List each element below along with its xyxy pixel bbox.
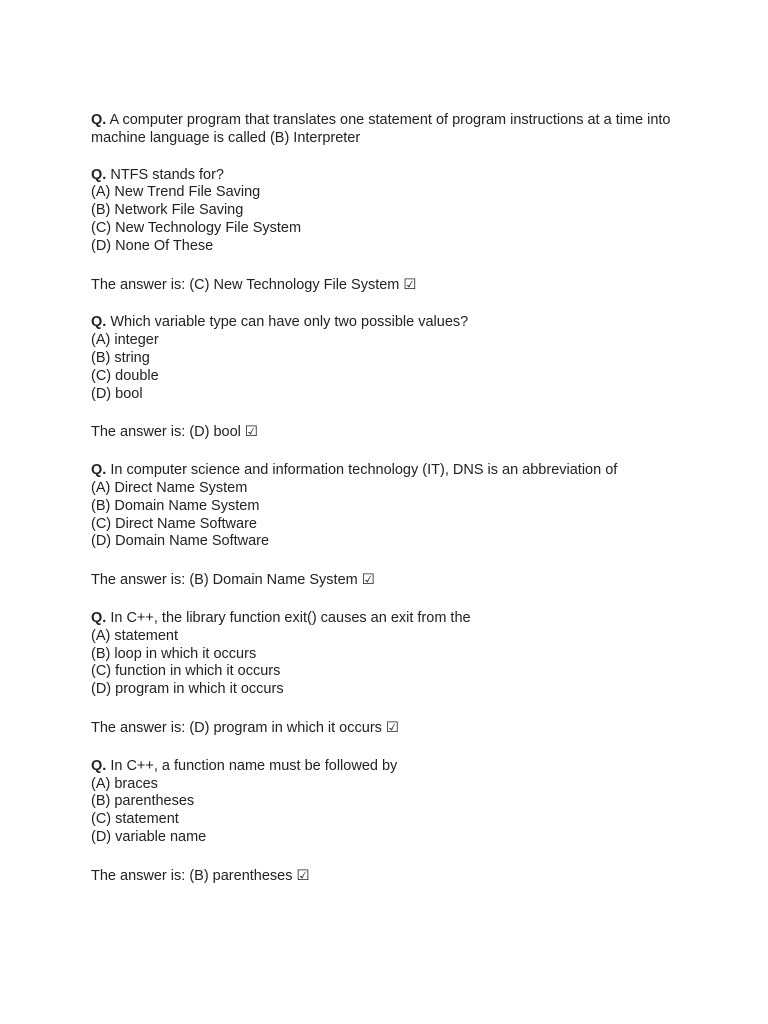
option-a: (A) New Trend File Saving (91, 184, 261, 201)
option-c: (C) double (91, 367, 159, 384)
question-label: Q. (91, 609, 107, 626)
option-a: (A) integer (91, 332, 159, 349)
intro-question (91, 112, 691, 148)
option-d: (D) program in which it occurs (91, 681, 284, 698)
option-a: (A) Direct Name System (91, 479, 248, 496)
options-list (91, 776, 691, 847)
question-block-5 (91, 758, 691, 886)
option-d: (D) bool (91, 385, 143, 402)
option-d: (D) variable name (91, 828, 207, 845)
option-c: (C) statement (91, 811, 179, 828)
option-c: (C) function in which it occurs (91, 663, 281, 680)
intro-question-text: A computer program that translates one statement of program instructions at a time into machine language is called (B) Interpreter (91, 112, 671, 146)
option-b: (B) Domain Name System (91, 497, 260, 514)
document-page (91, 112, 691, 906)
question-label: Q. (91, 462, 107, 479)
option-d: (D) Domain Name Software (91, 533, 270, 550)
question-label: Q. (91, 314, 107, 331)
question-label: Q. (91, 166, 107, 183)
option-d: (D) None Of These (91, 237, 214, 254)
answer-text: The answer is: (D) bool ☑ (91, 424, 258, 441)
question-block-3 (91, 462, 691, 590)
answer-text: The answer is: (D) program in which it occurs ☑ (91, 719, 399, 736)
answer-text: The answer is: (C) New Technology File System ☑ (91, 276, 417, 293)
question-block-2 (91, 314, 691, 442)
question-label: Q. (91, 112, 107, 128)
option-b: (B) Network File Saving (91, 202, 244, 219)
question-label: Q. (91, 757, 107, 774)
options-list (91, 480, 691, 551)
question-text: Q. In C++, the library function exit() causes an exit from the (91, 609, 471, 626)
option-a: (A) braces (91, 775, 158, 792)
option-a: (A) statement (91, 627, 179, 644)
answer-text: The answer is: (B) Domain Name System ☑ (91, 572, 375, 589)
question-text: Q. Which variable type can have only two possible values? (91, 314, 469, 331)
question-text: Q. NTFS stands for? (91, 166, 224, 183)
option-b: (B) parentheses (91, 793, 195, 810)
options-list (91, 184, 691, 255)
option-c: (C) New Technology File System (91, 219, 302, 236)
options-list (91, 628, 691, 699)
question-block-1 (91, 167, 691, 295)
option-b: (B) loop in which it occurs (91, 645, 257, 662)
question-block-4 (91, 610, 691, 738)
answer-text: The answer is: (B) parentheses ☑ (91, 867, 310, 884)
options-list (91, 332, 691, 403)
question-text: Q. In C++, a function name must be followed by (91, 757, 398, 774)
option-c: (C) Direct Name Software (91, 515, 257, 532)
option-b: (B) string (91, 349, 150, 366)
question-text: Q. In computer science and information technology (IT), DNS is an abbreviation of (91, 462, 618, 479)
